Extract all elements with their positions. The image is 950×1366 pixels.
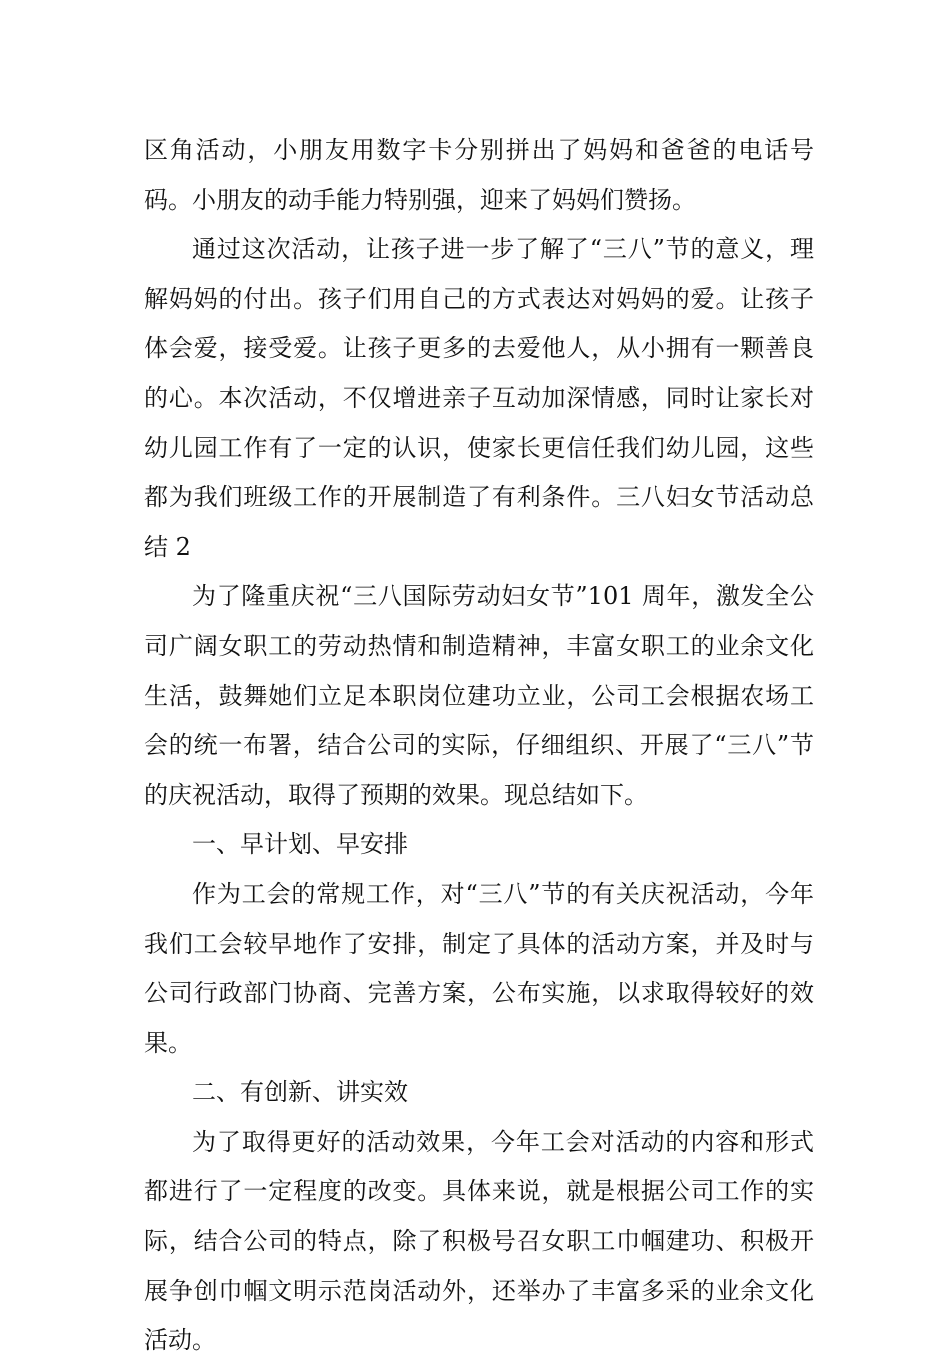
paragraph-1: 区角活动，小朋友用数字卡分别拼出了妈妈和爸爸的电话号码。小朋友的动手能力特别强，迎来了妈妈们赞扬。 [144,136,814,214]
section-heading-1: 一、早计划、早安排 [192,830,408,859]
document-body [144,126,814,1366]
paragraph-5: 为了取得更好的活动效果，今年工会对活动的内容和形式都进行了一定程度的改变。具体来说，就是根据公司工作的实际，结合公司的特点，除了积极号召女职工巾帼建功、积极开展争创巾帼文明示范岗活动外，还举办了丰富多采的业余文化活动。 [144,1127,814,1355]
paragraph-4: 作为工会的常规工作，对“三八”节的有关庆祝活动，今年我们工会较早地作了安排，制定了具体的活动方案，并及时与公司行政部门协商、完善方案，公布实施，以求取得较好的效果。 [144,879,814,1057]
section-heading-2: 二、有创新、讲实效 [192,1078,408,1107]
paragraph-3: 为了隆重庆祝“三八国际劳动妇女节”101 周年，激发全公司广阔女职工的劳动热情和制造精神，丰富女职工的业余文化生活，鼓舞她们立足本职岗位建功立业，公司工会根据农场工会的统一布署，结合公司的实际，仔细组织、开展了“三八”节的庆祝活动，取得了预期的效果。现总结如下。 [144,582,814,809]
paragraph-2: 通过这次活动，让孩子进一步了解了“三八”节的意义，理解妈妈的付出。孩子们用自己的方式表达对妈妈的爱。让孩子体会爱，接受爱。让孩子更多的去爱他人，从小拥有一颗善良的心。本次活动，不仅增进亲子互动加深情感，同时让家长对幼儿园工作有了一定的认识，使家长更信任我们幼儿园，这些都为我们班级工作的开展制造了有利条件。三八妇女节活动总结 2 [144,235,814,561]
